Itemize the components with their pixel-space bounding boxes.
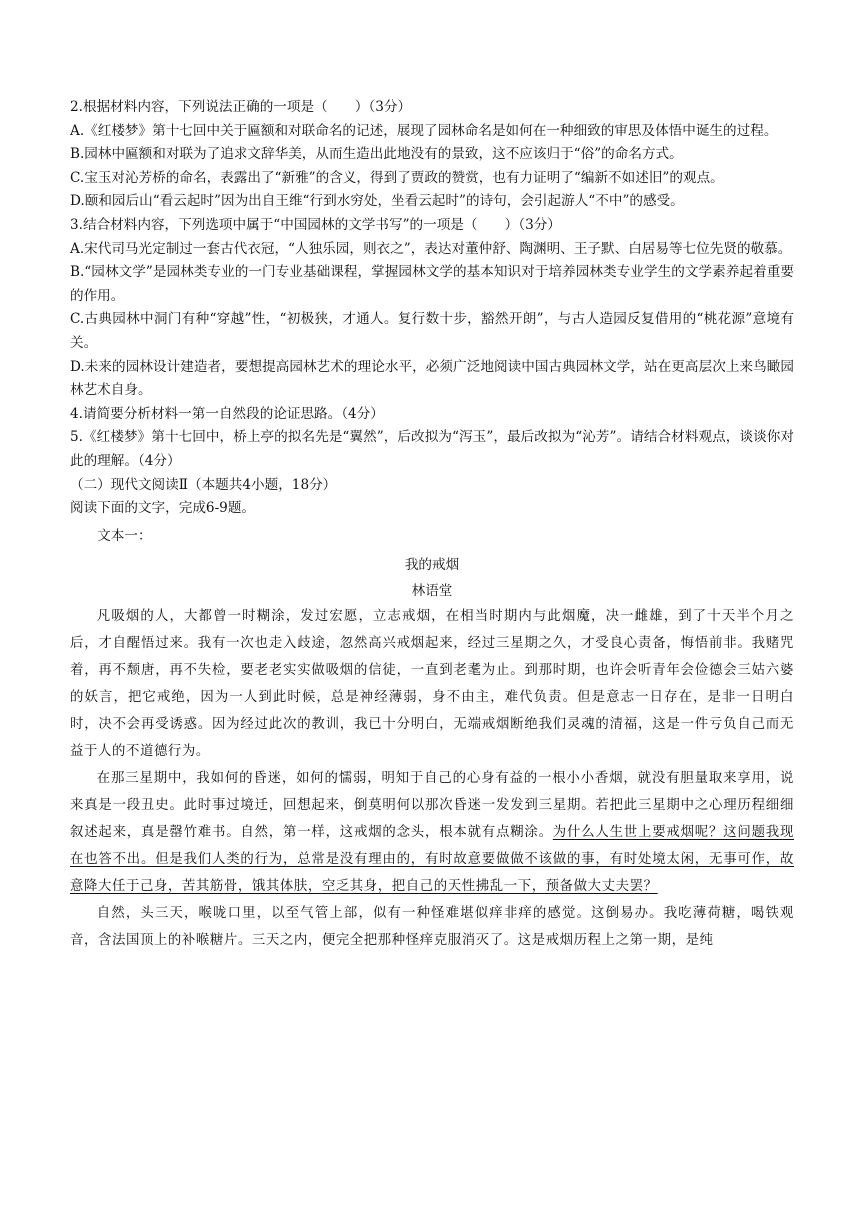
essay-paragraph-2 [70,765,794,900]
section-heading: （二）现代文阅读Ⅱ（本题共4小题，18分） [70,476,337,493]
option-a: A.宋代司马光定制过一套古代衣冠，“人独乐园，则衣之”，表达对董仲舒、陶渊明、王子默、白居易等七位先贤的敬慕。 [70,240,792,257]
section-instruction: 阅读下面的文字，完成6-9题。 [70,500,256,517]
option-d: D.未来的园林设计建造者，要想提高园林艺术的理论水平，必须广泛地阅读中国古典园林文学，站在更高层次上来鸟瞰园林艺术自身。 [70,358,794,399]
essay-paragraph-1: 凡吸烟的人，大都曾一时糊涂，发过宏愿，立志戒烟，在相当时期内与此烟魔，决一雌雄，到了十天半个月之后，才自醒悟过来。我有一次也走入歧途，忽然高兴戒烟起来，经过三星期之久，才受良心责备，悔悟前非。我赌咒着，再不颓唐，再不失检，要老老实实做吸烟的信徒，一直到老耄为止。到那时期，也许会听青年会俭德会三姑六婆的妖言，把它戒绝，因为一人到此时候，总是神经薄弱，身不由主，难代负责。但是意志一日存在，是非一日明白时，决不会再受诱惑。因为经过此次的教训，我已十分明白，无端戒烟断绝我们灵魂的清福，这是一件亏负自己而无益于人的不道德行为。 [70,609,794,760]
essay-paragraph-2-text: 在那三星期中，我如何的昏迷，如何的懦弱，明知于自己的心身有益的一根小小香烟，就没有胆量取来享用，说来真是一段丑史。此时事过境迁，回想起来，倒莫明何以那次昏迷一发发到三星期。若把此三星期中之心理历程细细叙述起来，真是罄竹难书。自然，第一样，这戒烟的念头，根本就有点糊涂。 [70,771,794,841]
text-label: 文本一： [97,527,152,544]
option-c: C.宝玉对沁芳桥的命名，表露出了“新雅”的含义，得到了贾政的赞赏，也有力证明了“编新不如述旧”的观点。 [70,169,724,186]
essay-author: 林语堂 [411,582,453,599]
option-d: D.颐和园后山“看云起时”因为出自王维“行到水穷处，坐看云起时”的诗句，会引起游人“不中”的感受。 [70,193,684,210]
option-b: B.“园林文学”是园林类专业的一门专业基础课程，掌握园林文学的基本知识对于培养园林类专业学生的文学素养起着重要的作用。 [70,264,794,304]
option-a: A.《红楼梦》第十七回中关于匾额和对联命名的记述，展现了园林命名是如何在一种细致的审思及体悟中诞生的过程。 [70,122,778,139]
exam-page [70,96,794,954]
question-stem: 3.结合材料内容，下列选项中属于“中国园林的文学书写”的一项是（ ）（3分） [70,216,561,233]
question-3 [70,214,794,403]
underlined-sentence: 为什么人生世上要戒烟呢？这问题我现在也答不出。但是我们人类的行为，总常是没有理由的，有时故意要做做不该做的事，有时处境太闲，无事可作，故意降大任于己身，苦其筋骨，饿其体肤，空乏其身，把自己的天性拂乱一下，预备做大丈夫罢？ [70,825,794,895]
question-5: 5.《红楼梦》第十七回中，桥上亭的拟名先是“翼然”，后改拟为“泻玉”，最后改拟为“沁芳”。请结合材料观点，谈谈你对此的理解。（4分） [70,429,794,469]
option-c: C.古典园林中洞门有种“穿越”性，“初极狭，才通人。复行数十步，豁然开朗”，与古人造园反复借用的“桃花源”意境有关。 [70,311,794,351]
question-2 [70,96,794,214]
question-stem: 2.根据材料内容，下列说法正确的一项是（ ）（3分） [70,99,412,115]
option-b: B.园林中匾额和对联为了追求文辞华美，从而生造出此地没有的景致，这不应该归于“俗”的命名方式。 [70,146,683,163]
essay-paragraph-3: 自然，头三天，喉咙口里，以至气管上部，似有一种怪难堪似痒非痒的感觉。这倒易办。我吃薄荷糖，喝铁观音，含法国顶上的补喉糖片。三天之内，便完全把那种怪痒克服消灭了。这是戒烟历程上之第一期，是纯 [70,906,794,949]
question-4: 4.请简要分析材料一第一自然段的论证思路。（4分） [70,405,384,422]
essay-title: 我的戒烟 [404,557,460,574]
essay [70,554,794,954]
